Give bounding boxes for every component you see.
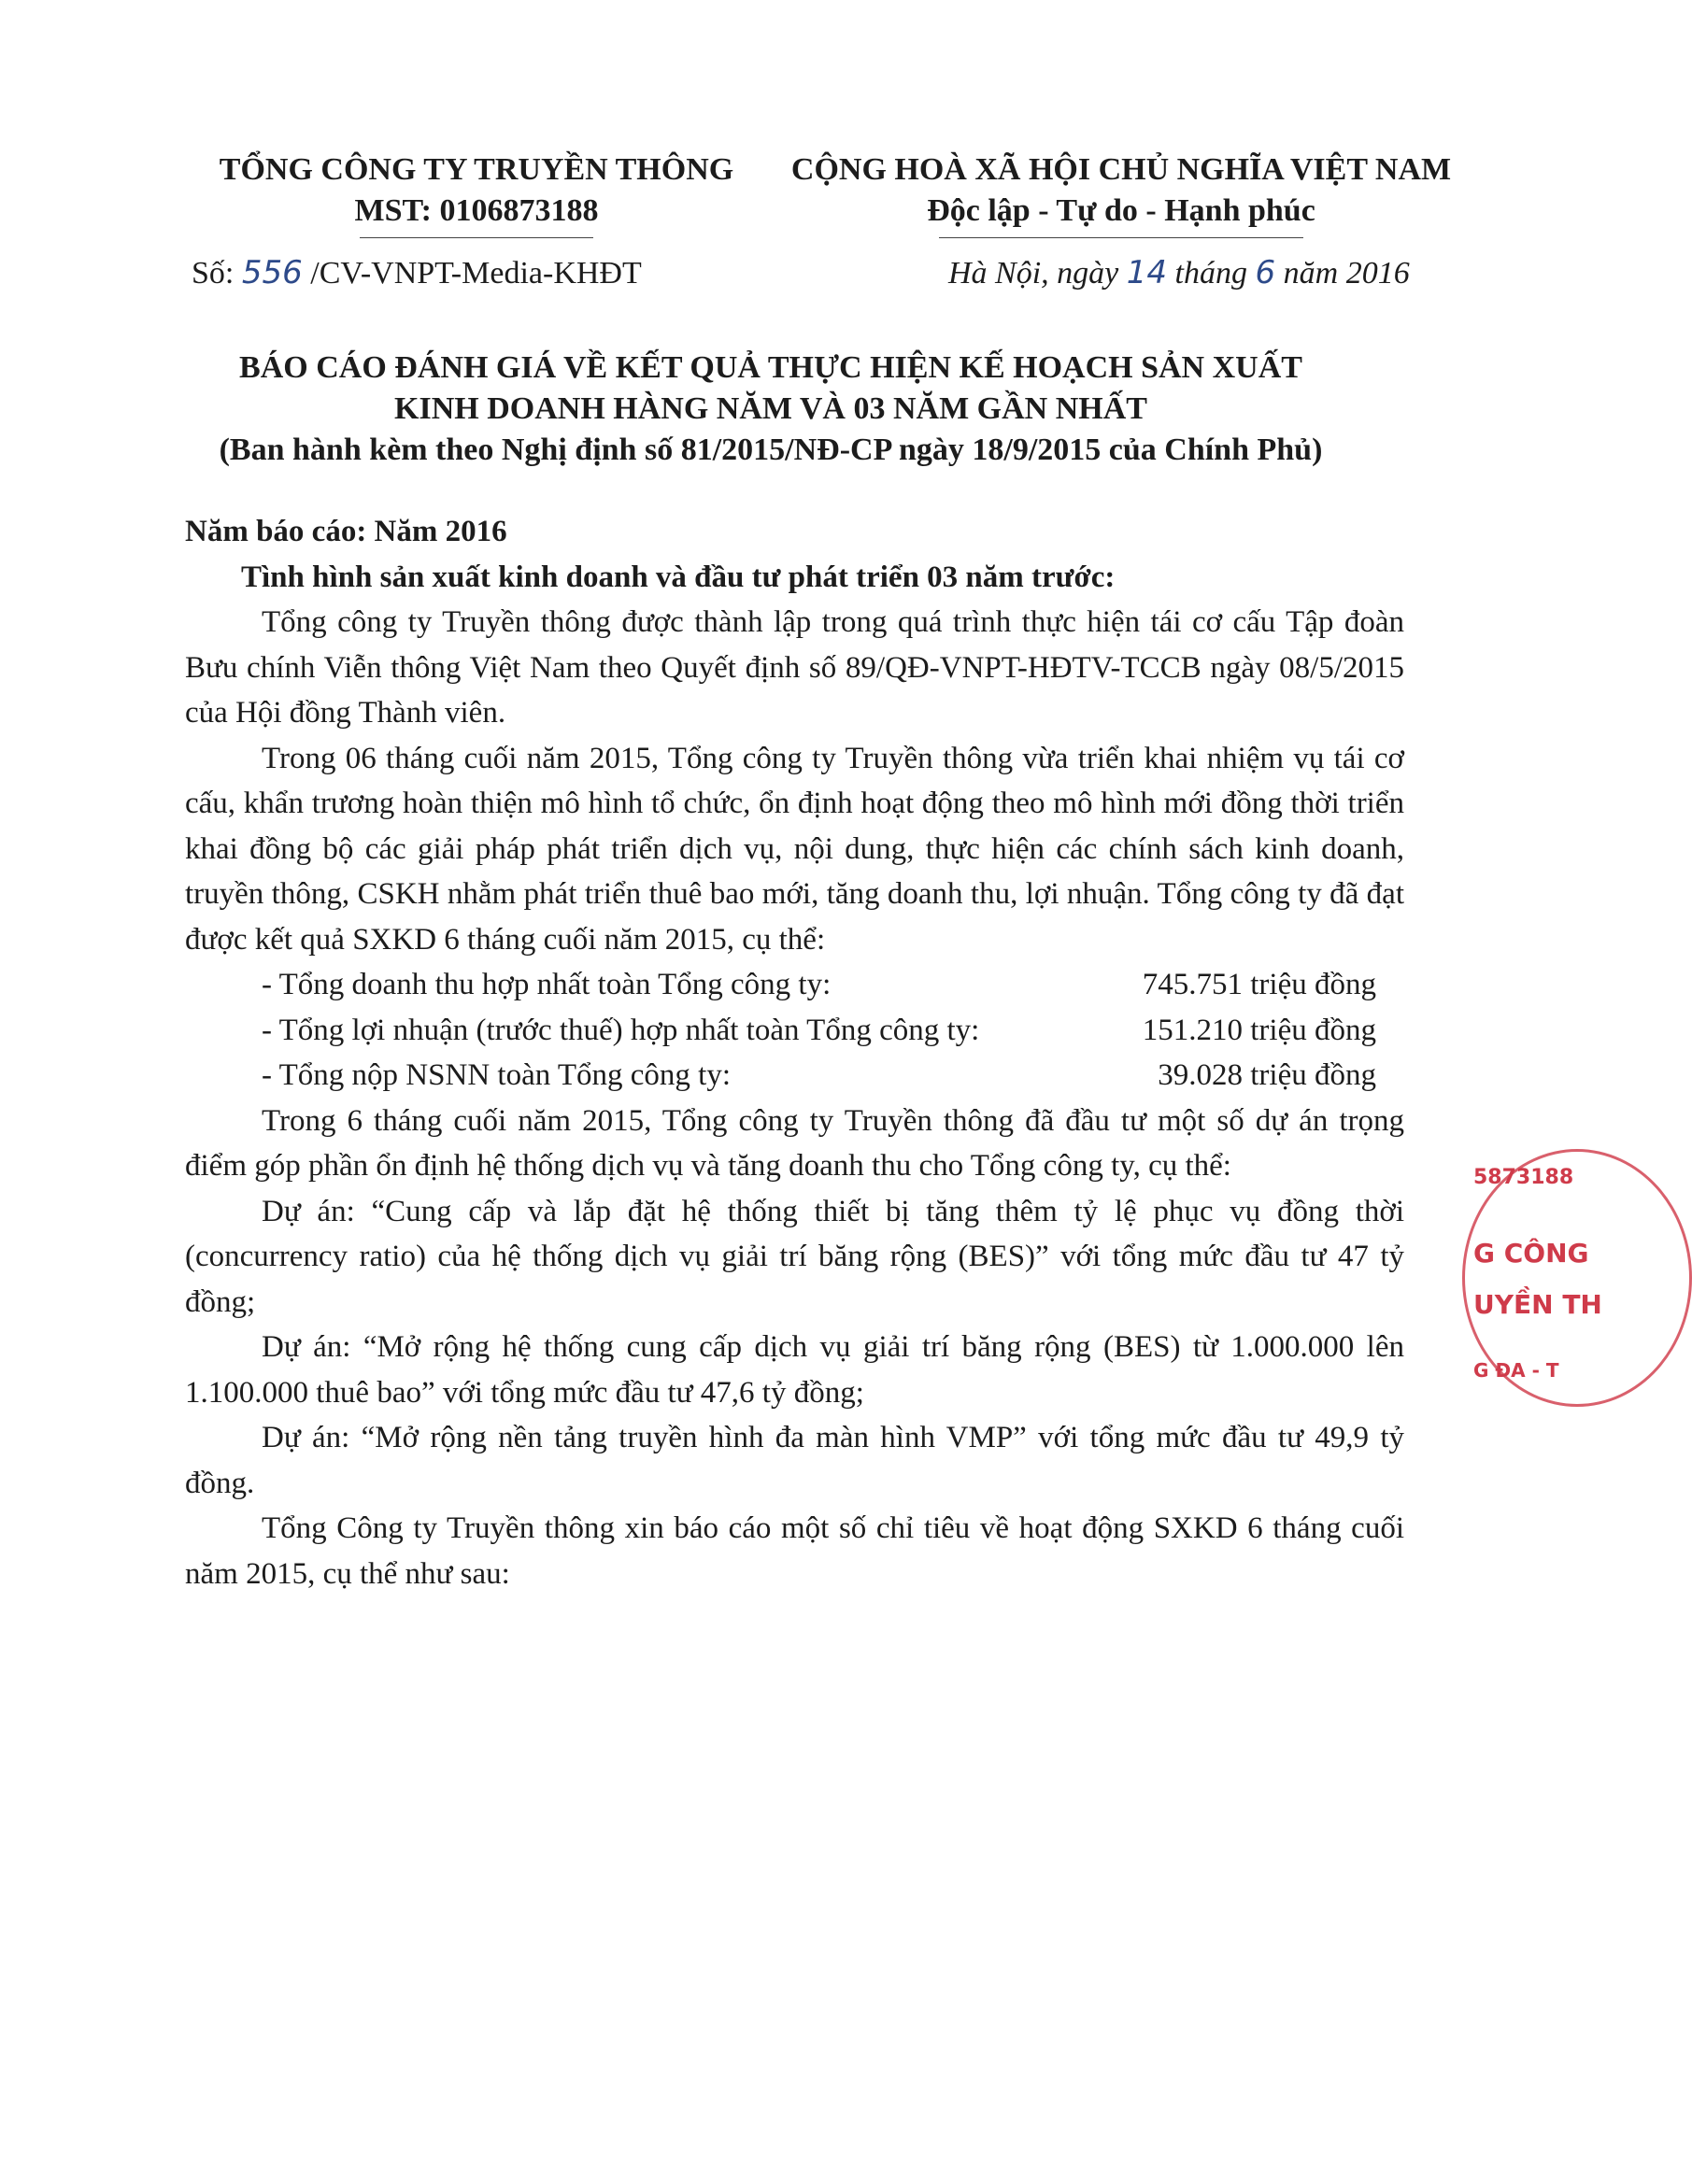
- document-number: [192, 254, 642, 291]
- paragraph-investments: Trong 6 tháng cuối năm 2015, Tổng công ty Truyền thông đã đầu tư một số dự án trọng điểm góp phần ổn định hệ thống dịch vụ và tăng doanh thu cho Tổng công ty, cụ thể:: [185, 1103, 1404, 1183]
- figure-value: 39.028 triệu đồng: [1158, 1058, 1376, 1092]
- figure-label: - Tổng nộp NSNN toàn Tổng công ty:: [262, 1058, 732, 1092]
- paragraph-establishment: Tổng công ty Truyền thông được thành lập trong quá trình thực hiện tái cơ cấu Tập đoàn Bưu chính Viễn thông Việt Nam theo Quyết định số 89/QĐ-VNPT-HĐTV-TCCB ngày 08/5/2015 của Hội đồng Thành viên.: [185, 605, 1404, 730]
- project-item-1: Dự án: “Cung cấp và lắp đặt hệ thống thiết bị tăng thêm tỷ lệ phục vụ đồng thời (concurrency ratio) của hệ thống dịch vụ giải trí băng rộng (BES)” với tổng mức đầu tư 47 tỷ đồng;: [185, 1194, 1404, 1319]
- figure-row: [185, 962, 1404, 1008]
- document-number-prefix: Số:: [192, 256, 235, 291]
- figure-label: - Tổng doanh thu hợp nhất toàn Tổng công ty:: [262, 968, 832, 1001]
- header-right-underline: [939, 237, 1303, 238]
- stamp-text: G ĐA - T: [1473, 1359, 1559, 1382]
- section-heading: Tình hình sản xuất kinh doanh và đầu tư phát triển 03 năm trước:: [241, 560, 1116, 594]
- red-seal-stamp: [1462, 1149, 1602, 1401]
- header-right: [775, 149, 1467, 238]
- stamp-text: UYỀN TH: [1473, 1289, 1602, 1320]
- date-place: Hà Nội, ngày: [948, 256, 1119, 291]
- stamp-text: 5873188: [1473, 1166, 1574, 1189]
- title-line-2: KINH DOANH HÀNG NĂM VÀ 03 NĂM GẦN NHẤT: [394, 391, 1147, 426]
- date-year: năm 2016: [1283, 256, 1410, 291]
- national-motto: Độc lập - Tự do - Hạnh phúc: [927, 193, 1315, 228]
- title-line-1: BÁO CÁO ĐÁNH GIÁ VỀ KẾT QUẢ THỰC HIỆN KẾ HOẠCH SẢN XUẤT: [239, 350, 1302, 385]
- project-item-3: Dự án: “Mở rộng nền tảng truyền hình đa màn hình VMP” với tổng mức đầu tư 49,9 tỷ đồng.: [185, 1421, 1404, 1500]
- title-line-3: (Ban hành kèm theo Nghị định số 81/2015/NĐ-CP ngày 18/9/2015 của Chính Phủ): [219, 433, 1323, 467]
- document-title: [140, 347, 1401, 471]
- figure-label: - Tổng lợi nhuận (trước thuế) hợp nhất toàn Tổng công ty:: [262, 1013, 980, 1047]
- tax-id: MST: 0106873188: [354, 193, 599, 228]
- organization-name: TỔNG CÔNG TY TRUYỀN THÔNG: [219, 152, 734, 187]
- figure-value: 151.210 triệu đồng: [1142, 1013, 1376, 1047]
- stamp-text: G CÔNG: [1473, 1238, 1589, 1269]
- figure-row: [185, 1008, 1404, 1054]
- date-day-handwritten: 14: [1126, 254, 1168, 291]
- document-code: /CV-VNPT-Media-KHĐT: [310, 256, 642, 291]
- project-item-2: Dự án: “Mở rộng hệ thống cung cấp dịch vụ giải trí băng rộng (BES) từ 1.000.000 lên 1.100.000 thuê bao” với tổng mức đầu tư 47,6 tỷ đồng;: [185, 1330, 1404, 1410]
- paragraph-closing: Tổng Công ty Truyền thông xin báo cáo một số chỉ tiêu về hoạt động SXKD 6 tháng cuối năm 2015, cụ thể như sau:: [185, 1511, 1404, 1591]
- header-left: [187, 149, 766, 238]
- paragraph-results: Trong 06 tháng cuối năm 2015, Tổng công ty Truyền thông vừa triển khai nhiệm vụ tái cơ cấu, khẩn trương hoàn thiện mô hình tổ chức, ổn định hoạt động theo mô hình mới đồng thời triển khai đồng bộ các giải pháp phát triển dịch vụ, nội dung, thực hiện các chính sách kinh doanh, truyền thông, CSKH nhằm phát triển thuê bao mới, tăng doanh thu, lợi nhuận. Tổng công ty đã đạt được kết quả SXKD 6 tháng cuối năm 2015, cụ thể:: [185, 741, 1404, 957]
- header-left-underline: [360, 237, 593, 238]
- document-number-handwritten: 556: [241, 254, 303, 291]
- figure-row: [185, 1053, 1404, 1099]
- document-date: [948, 254, 1410, 291]
- national-title: CỘNG HOÀ XÃ HỘI CHỦ NGHĨA VIỆT NAM: [790, 152, 1452, 187]
- document-body: [185, 509, 1404, 1596]
- report-year: Năm báo cáo: Năm 2016: [185, 515, 507, 548]
- date-month-label: tháng: [1174, 256, 1247, 291]
- date-month-handwritten: 6: [1255, 254, 1276, 291]
- figure-value: 745.751 triệu đồng: [1142, 968, 1376, 1001]
